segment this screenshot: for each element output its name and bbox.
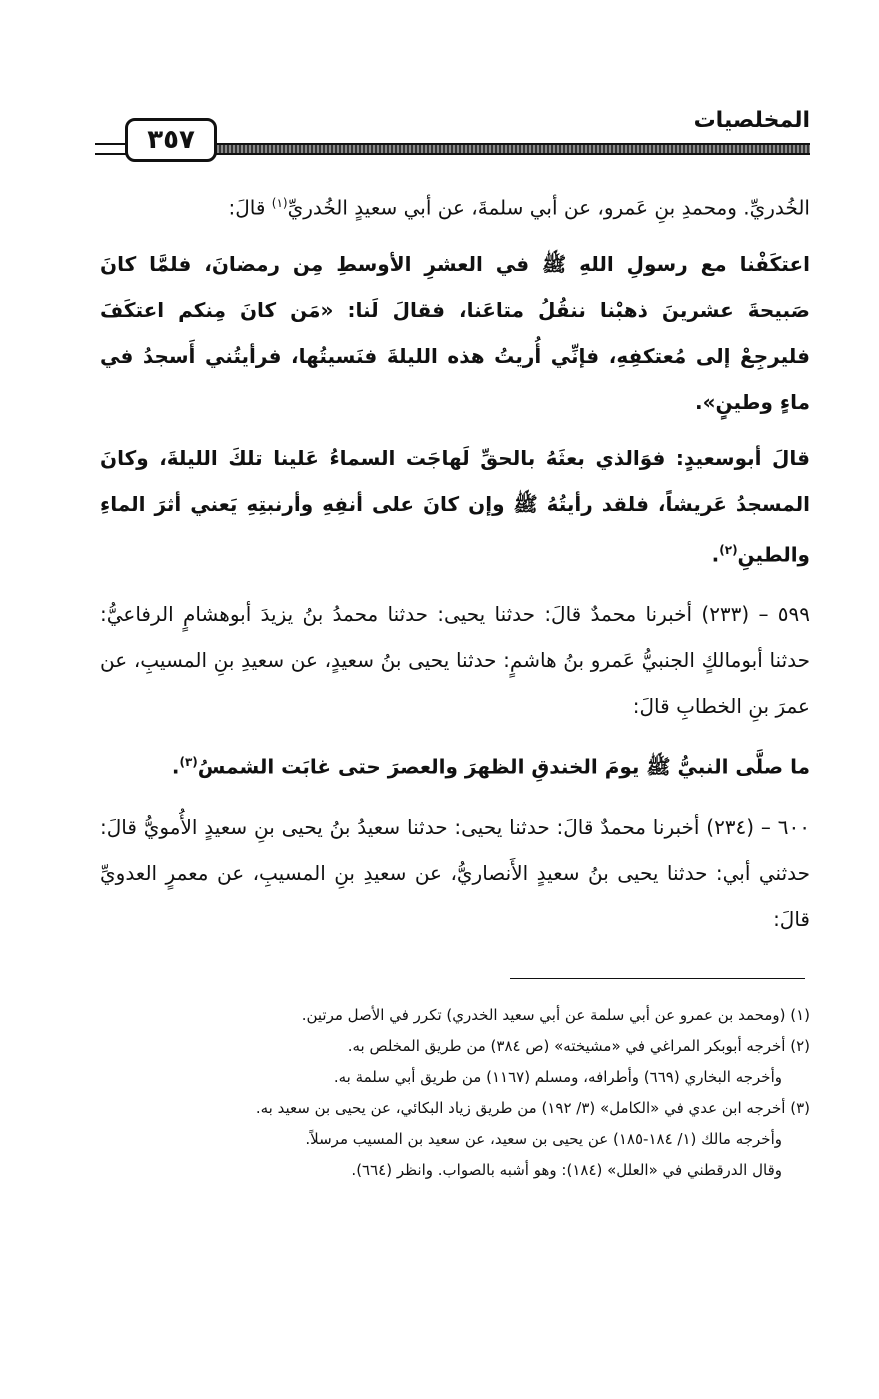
footnote-2: (٢) أخرجه أبوبكر المراغي في «مشيخته» (ص ٣٨٤) من طريق المخلص به.: [347, 1037, 810, 1055]
main-text: [100, 180, 810, 952]
paragraph-3-end: .: [711, 542, 720, 567]
paragraph-1: [100, 180, 810, 231]
footnote-3-continued: وأخرجه مالك (١/ ١٨٤-١٨٥) عن يحيى بن سعيد، عن سعيد بن المسيب مرسلاً.: [305, 1130, 782, 1148]
footnotes: [100, 1000, 810, 1186]
paragraph-3: [100, 435, 810, 578]
hadith-599-text: ما صلَّى النبيُّ ﷺ يومَ الخندقِ الظهرَ والعصرَ حتى غابَت الشمسُ: [197, 754, 810, 779]
paragraph-1-text: الخُدريِّ. ومحمدِ بنِ عَمرو، عن أبي سلمةَ، عن أبي سعيدٍ الخُدريِّ: [287, 195, 810, 220]
footnote-3: (٣) أخرجه ابن عدي في «الكامل» (٣/ ١٩٢) من طريق زياد البكائي، عن يحيى بن سعيد به.: [255, 1099, 810, 1117]
running-title: المخلصيات: [693, 108, 810, 133]
footnote-2-continued: وأخرجه البخاري (٦٦٩) وأطرافه، ومسلم (١١٦٧) من طريق أبي سلمة به.: [333, 1068, 782, 1086]
footnote-3-continued-2: وقال الدرقطني في «العلل» (١٨٤): وهو أشبه بالصواب. وانظر (٦٦٤).: [351, 1161, 782, 1179]
page-header: [95, 108, 810, 158]
paragraph-3-text: قالَ أبوسعيدٍ: فوَالذي بعثَهُ بالحقِّ لَهاجَت السماءُ عَلينا تلكَ الليلةَ، وكانَ المسجدُ عَريشاً، فلقد رأيتُهُ ﷺ وإن كانَ على أنفِهِ وأرنبتِهِ يَعني أثرَ الماءِ والطينِ: [100, 445, 810, 567]
footnote-ref-1: (١): [271, 196, 288, 210]
footnote-1: (١) (ومحمد بن عمرو عن أبي سلمة عن أبي سعيد الخدري) تكرر في الأصل مرتين.: [301, 1006, 810, 1024]
isnad-600: ٦٠٠ – (٢٣٤) أخبرنا محمدٌ قالَ: حدثنا يحيى: حدثنا سعيدُ بنُ يحيى بنِ سعيدٍ الأُمويُّ قالَ: حدثني أبي: حدثنا يحيى بنُ سعيدٍ الأَنصاريُّ، عن سعيدِ بنِ المسيبِ، عن معمرٍ العدويِّ قالَ:: [100, 814, 810, 931]
isnad-599: ٥٩٩ – (٢٣٣) أخبرنا محمدٌ قالَ: حدثنا يحيى: حدثنا محمدُ بنُ يزيدَ أبوهشامٍ الرفاعيُّ: حدثنا أبومالكٍ الجنبيُّ عَمرو بنُ هاشمٍ: حدثنا يحيى بنُ سعيدٍ، عن سعيدِ بنِ المسيبِ، عن عمرَ بنِ الخطابِ قالَ:: [100, 602, 810, 719]
header-rule: [207, 143, 810, 155]
hadith-599-end: .: [171, 754, 180, 779]
footnote-ref-2: (٢): [719, 542, 738, 557]
paragraph-1-end: قالَ:: [228, 195, 272, 220]
footnote-separator: [510, 978, 805, 979]
hadith-text-1: اعتكَفْنا مع رسولِ اللهِ ﷺ في العشرِ الأوسطِ مِن رمضانَ، فلمَّا كانَ صَبيحةَ عشرينَ ذهبْنا ننقُلُ متاعَنا، فقالَ لَنا: «مَن كانَ مِنكم اعتكَفَ فليرجِعْ إلى مُعتكفِهِ، فإنِّي أُريتُ هذه الليلةَ فنَسيتُها، فرأيتُني أَسجدُ في ماءٍ وطينٍ».: [100, 251, 810, 414]
page-number: ٣٥٧: [125, 118, 217, 162]
hadith-text-599: [100, 739, 810, 790]
footnote-ref-3: (٣): [179, 755, 198, 770]
